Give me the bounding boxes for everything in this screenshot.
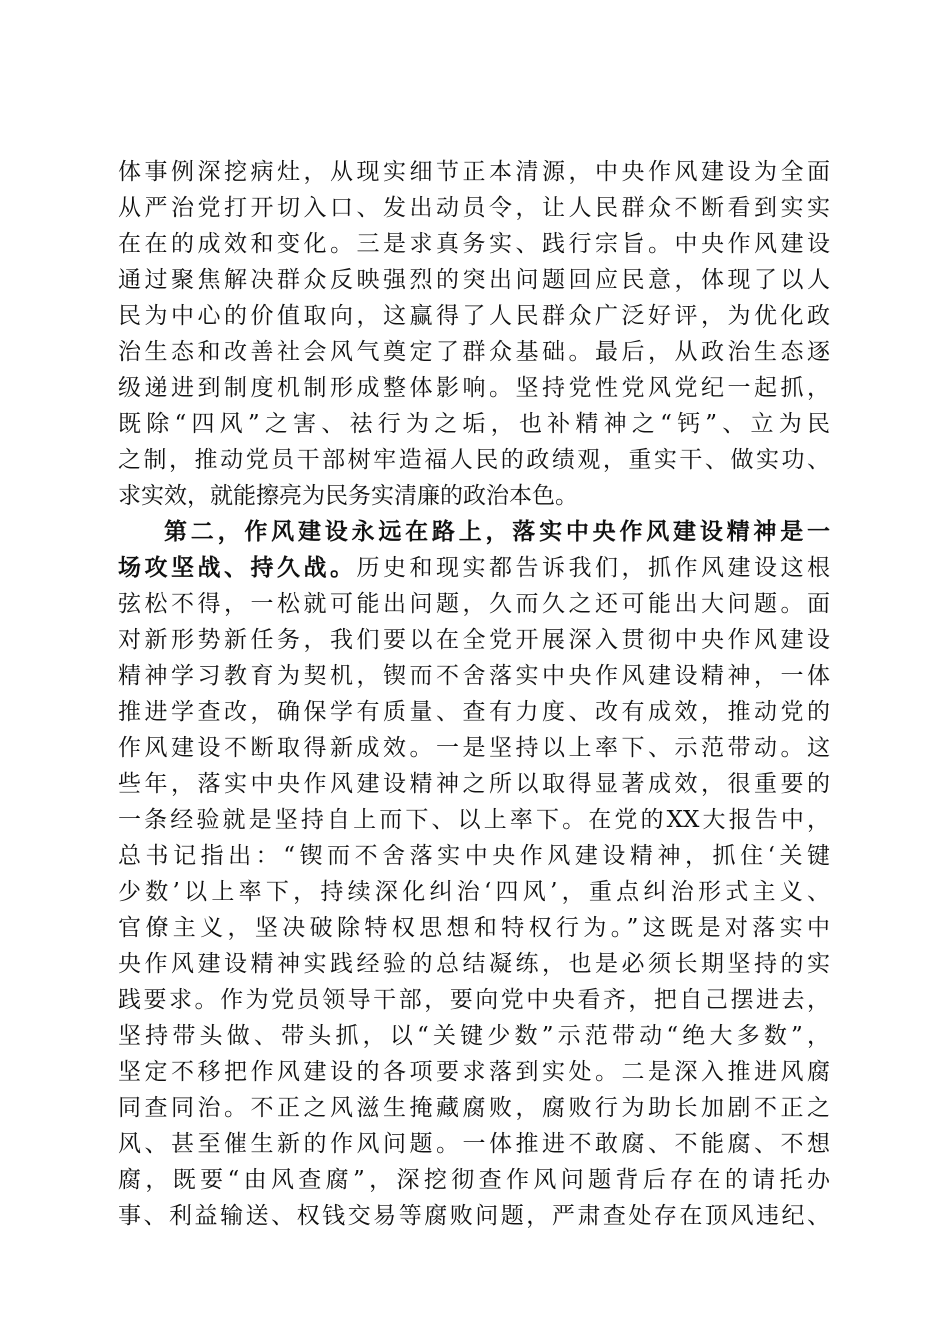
text-line: 事、利益输送、权钱交易等腐败问题，严肃查处存在顶风违纪、 (118, 1203, 830, 1229)
text-line: 少数’以上率下，持续深化纠治‘四风’，重点纠治形式主义、 (118, 879, 830, 905)
text-line: 精神学习教育为契机，锲而不舍落实中央作风建设精神，一体 (118, 663, 830, 689)
text-line: 体事例深挖病灶，从现实细节正本清源，中央作风建设为全面 (118, 159, 830, 185)
text-line: 同查同治。不正之风滋生掩藏腐败，腐败行为助长加剧不正之 (118, 1095, 830, 1121)
text-line: 腐，既要“由风查腐”，深挖彻查作风问题背后存在的请托办 (118, 1167, 830, 1193)
text-line: 通过聚焦解决群众反映强烈的突出问题回应民意，体现了以人 (118, 267, 830, 293)
text-line: 民为中心的价值取向，这赢得了人民群众广泛好评，为优化政 (118, 303, 830, 329)
text-line: 风、甚至催生新的作风问题。一体推进不敢腐、不能腐、不想 (118, 1131, 830, 1157)
text-line: 作风建设不断取得新成效。一是坚持以上率下、示范带动。这 (118, 735, 830, 761)
text-line: 级递进到制度机制形成整体影响。坚持党性党风党纪一起抓， (118, 375, 830, 401)
text-line: 官僚主义，坚决破除特权思想和特权行为。”这既是对落实中 (118, 915, 830, 941)
text-line: 坚定不移把作风建设的各项要求落到实处。二是深入推进风腐 (118, 1059, 830, 1085)
text-line-rest: 历史和现实都告诉我们，抓作风建设这根 (356, 555, 830, 581)
text-line: 对新形势新任务，我们要以在全党开展深入贯彻中央作风建设 (118, 627, 830, 653)
text-line: 求实效，就能擦亮为民务实清廉的政治本色。 (118, 483, 578, 509)
text-line (118, 550, 830, 586)
paragraph-continuation (118, 154, 830, 514)
text-line: 一条经验就是坚持自上而下、以上率下。在党的XX大报告中， (118, 807, 830, 833)
paragraph-second-point (118, 514, 830, 1234)
text-line: 坚持带头做、带头抓，以“关键少数”示范带动“绝大多数”， (118, 1023, 830, 1049)
text-line: 弦松不得，一松就可能出问题，久而久之还可能出大问题。面 (118, 591, 830, 617)
section-heading-line: 第二，作风建设永远在路上，落实中央作风建设精神是一 (164, 519, 830, 545)
text-line: 既除“四风”之害、祛行为之垢，也补精神之“钙”、立为民 (118, 411, 830, 437)
text-line: 治生态和改善社会风气奠定了群众基础。最后，从政治生态逐 (118, 339, 830, 365)
text-line: 些年，落实中央作风建设精神之所以取得显著成效，很重要的 (118, 771, 830, 797)
text-line: 央作风建设精神实践经验的总结凝练，也是必须长期坚持的实 (118, 951, 830, 977)
section-heading-end: 场攻坚战、持久战。 (118, 555, 357, 581)
text-line: 在在的成效和变化。三是求真务实、践行宗旨。中央作风建设 (118, 231, 830, 257)
text-line: 从严治党打开切入口、发出动员令，让人民群众不断看到实实 (118, 195, 830, 221)
text-line: 总书记指出：“锲而不舍落实中央作风建设精神，抓住‘关键 (118, 843, 830, 869)
text-line: 推进学查改，确保学有质量、查有力度、改有成效，推动党的 (118, 699, 830, 725)
text-line: 之制，推动党员干部树牢造福人民的政绩观，重实干、做实功、 (118, 447, 830, 473)
text-line: 践要求。作为党员领导干部，要向党中央看齐，把自己摆进去， (118, 987, 830, 1013)
